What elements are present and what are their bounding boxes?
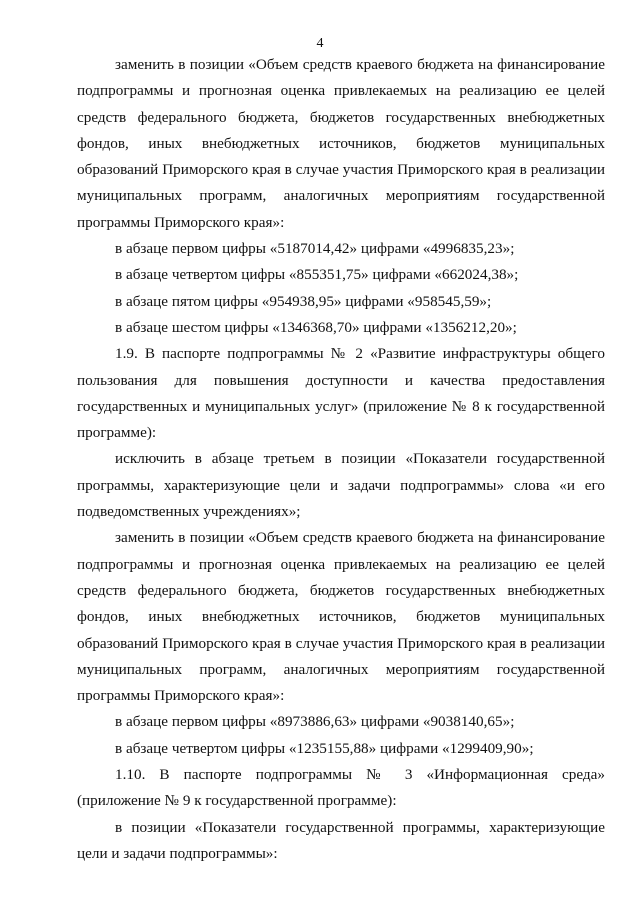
paragraph-first-abzac-change-2: в абзаце первом цифры «8973886,63» цифрами «9038140,65»; (115, 713, 515, 731)
paragraph-first-abzac-change: в абзаце первом цифры «5187014,42» цифрами «4996835,23»; (115, 240, 515, 258)
paragraph-item-1-9: 1.9. В паспорте подпрограммы № 2 «Развитие инфраструктуры общего пользования для повышения доступности и качества предоставления государственных и муниципальных услуг» (приложение № 8 к государственной программе): (77, 345, 605, 442)
paragraph-indicators-position: в позиции «Показатели государственной программы, характеризующие цели и задачи подпрограммы»: (77, 818, 605, 862)
paragraph-item-1-10: 1.10. В паспорте подпрограммы № 3 «Информационная среда» (приложение № 9 к государственной программе): (77, 766, 605, 810)
paragraph-sixth-abzac-change: в абзаце шестом цифры «1346368,70» цифрами «1356212,20»; (115, 318, 517, 336)
document-body (77, 52, 605, 867)
paragraph-fourth-abzac-change: в абзаце четвертом цифры «855351,75» цифрами «662024,38»; (115, 266, 519, 284)
paragraph-exclude-words: исключить в абзаце третьем в позиции «Показатели государственной программы, характеризующие цели и задачи подпрограммы» слова «и его подведомственных учреждениях»; (77, 450, 605, 521)
paragraph-replace-budget-volume: заменить в позиции «Объем средств краевого бюджета на финансирование подпрограммы и прогнозная оценка привлекаемых на реализацию ее целей средств федерального бюджета, бюджетов государственных внебюджетных фондов, иных внебюджетных источников, бюджетов муниципальных образований Приморского края в случае участия Приморского края в реализации муниципальных программ, аналогичных мероприятиям государственной программы Приморского края»: (77, 56, 605, 231)
page-number: 4 (316, 36, 324, 51)
paragraph-fifth-abzac-change: в абзаце пятом цифры «954938,95» цифрами «958545,59»; (115, 292, 492, 310)
paragraph-replace-budget-volume-2: заменить в позиции «Объем средств краевого бюджета на финансирование подпрограммы и прогнозная оценка привлекаемых на реализацию ее целей средств федерального бюджета, бюджетов государственных внебюджетных фондов, иных внебюджетных источников, бюджетов муниципальных образований Приморского края в случае участия Приморского края в реализации муниципальных программ, аналогичных мероприятиям государственной программы Приморского края»: (77, 529, 605, 705)
paragraph-fourth-abzac-change-2: в абзаце четвертом цифры «1235155,88» цифрами «1299409,90»; (115, 739, 534, 757)
